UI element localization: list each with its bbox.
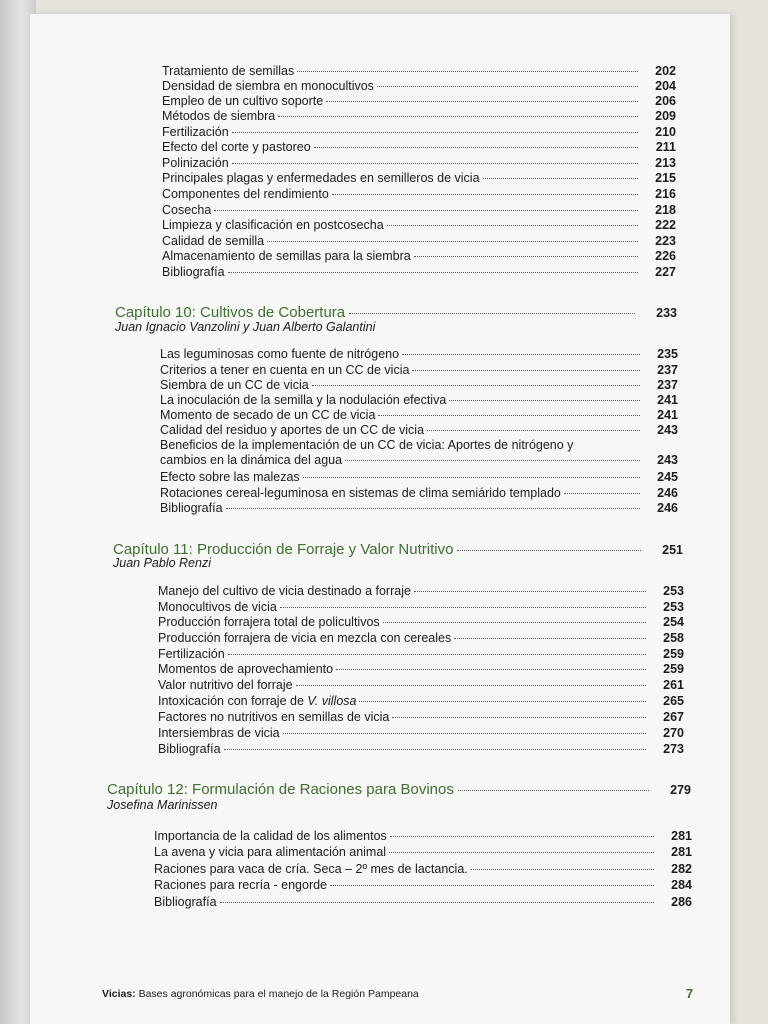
leader-dots: [345, 460, 640, 461]
entry-page: 218: [655, 203, 676, 217]
entry-label: [158, 694, 356, 709]
leader-dots: [332, 194, 638, 195]
leader-dots: [471, 869, 654, 870]
toc-entry[interactable]: [162, 94, 676, 109]
leader-dots: [296, 685, 646, 686]
entry-label: Producción forrajera de vicia en mezcla con cereales: [158, 631, 452, 645]
entry-label: Cosecha: [162, 203, 212, 217]
toc-entry[interactable]: [158, 742, 684, 757]
leader-dots: [303, 477, 640, 478]
toc-entry[interactable]: [160, 363, 678, 378]
entry-page: 246: [657, 501, 678, 515]
entry-label: Raciones para vaca de cría. Seca – 2º mes de lactancia.: [154, 862, 468, 876]
entry-label: Bibliografía: [158, 742, 221, 756]
toc-entry[interactable]: [158, 710, 684, 725]
entry-page: 273: [663, 742, 684, 756]
leader-dots: [226, 508, 640, 509]
leader-dots: [314, 147, 638, 148]
toc-entry[interactable]: [158, 694, 684, 709]
entry-page: 282: [671, 862, 692, 876]
entry-page: 226: [655, 249, 676, 263]
leader-dots: [359, 701, 646, 702]
entry-label: Empleo de un cultivo soporte: [162, 94, 324, 108]
toc-entry[interactable]: [158, 615, 684, 630]
entry-page: 254: [663, 615, 684, 629]
entry-label: Almacenamiento de semillas para la siembra: [162, 249, 411, 263]
entry-label-line1: Beneficios de la implementación de un CC de vicia: Aportes de nitrógeno y: [160, 438, 574, 452]
entry-label: Momento de secado de un CC de vicia: [160, 408, 376, 422]
entry-page: 258: [663, 631, 684, 645]
leader-dots: [457, 550, 641, 551]
leader-dots: [267, 241, 638, 242]
toc-entry[interactable]: [160, 347, 678, 362]
leader-dots: [330, 885, 654, 886]
chapter-title: Capítulo 10: Cultivos de Cobertura: [115, 304, 346, 321]
toc-entry[interactable]: [158, 662, 684, 677]
leader-dots: [336, 669, 646, 670]
entry-label: Factores no nutritivos en semillas de vicia: [158, 710, 390, 724]
entry-label: Tratamiento de semillas: [162, 64, 295, 78]
leader-dots: [220, 902, 654, 903]
entry-label: Calidad del residuo y aportes de un CC de vicia: [160, 423, 425, 437]
leader-dots: [297, 71, 638, 72]
leader-dots: [278, 116, 638, 117]
toc-entry[interactable]: [158, 631, 684, 646]
leader-dots: [224, 749, 646, 750]
entry-page: 227: [655, 265, 676, 279]
entry-label: Bibliografía: [160, 501, 223, 515]
leader-dots: [458, 790, 649, 791]
entry-page: 206: [655, 94, 676, 108]
chapter-authors: Josefina Marinissen: [107, 798, 218, 812]
entry-page: 259: [663, 647, 684, 661]
entry-page: 204: [655, 79, 676, 93]
chapter-page: 233: [656, 306, 677, 320]
entry-label: Bibliografía: [154, 895, 217, 909]
leader-dots: [312, 385, 640, 386]
leader-dots: [427, 430, 640, 431]
entry-page: 243: [657, 453, 678, 467]
leader-dots: [483, 178, 638, 179]
entry-label: Efecto del corte y pastoreo: [162, 140, 311, 154]
entry-page: 222: [655, 218, 676, 232]
entry-label: Importancia de la calidad de los alimentos: [154, 829, 387, 843]
entry-label-italic: V. villosa: [307, 694, 357, 708]
entry-page: 223: [655, 234, 676, 248]
leader-dots: [349, 313, 635, 314]
leader-dots: [449, 400, 640, 401]
entry-label: Criterios a tener en cuenta en un CC de vicia: [160, 363, 410, 377]
toc-entry[interactable]: [154, 862, 692, 877]
toc-entry[interactable]: [162, 218, 676, 233]
toc-entry[interactable]: [162, 234, 676, 249]
toc-entry[interactable]: [160, 470, 678, 485]
leader-dots: [326, 101, 638, 102]
toc-entry[interactable]: [162, 79, 676, 94]
entry-page: 281: [671, 845, 692, 859]
entry-label-plain: Intoxicación con forraje de: [158, 694, 308, 708]
chapter-title: Capítulo 12: Formulación de Raciones para Bovinos: [107, 781, 454, 798]
entry-page: 259: [663, 662, 684, 676]
entry-label: Fertilización: [162, 125, 229, 139]
entry-page: 267: [663, 710, 684, 724]
toc-entry[interactable]: [160, 486, 678, 501]
entry-page: 253: [663, 600, 684, 614]
entry-page: 237: [657, 363, 678, 377]
chapter-heading[interactable]: [107, 781, 691, 799]
leader-dots: [377, 86, 638, 87]
entry-label: Calidad de semilla: [162, 234, 265, 248]
leader-dots: [414, 591, 646, 592]
leader-dots: [402, 354, 640, 355]
entry-label: Limpieza y clasificación en postcosecha: [162, 218, 384, 232]
entry-page: 215: [655, 171, 676, 185]
toc-entry[interactable]: [162, 203, 676, 218]
entry-label: Valor nutritivo del forraje: [158, 678, 293, 692]
toc-entry[interactable]: [158, 647, 684, 662]
entry-label: Producción forrajera total de policultivos: [158, 615, 380, 629]
leader-dots: [389, 852, 654, 853]
entry-label: Fertilización: [158, 647, 225, 661]
entry-label: La inoculación de la semilla y la nodulación efectiva: [160, 393, 447, 407]
entry-page: 270: [663, 726, 684, 740]
entry-label: Bibliografía: [162, 265, 225, 279]
entry-label: Componentes del rendimiento: [162, 187, 329, 201]
toc-entry[interactable]: [154, 878, 692, 893]
entry-page: 237: [657, 378, 678, 392]
entry-page: 241: [657, 393, 678, 407]
toc-entry[interactable]: [160, 423, 678, 438]
entry-label: Las leguminosas como fuente de nitrógeno: [160, 347, 400, 361]
toc-entry[interactable]: [160, 501, 678, 516]
leader-dots: [414, 256, 638, 257]
leader-dots: [232, 132, 638, 133]
chapter-page: 279: [670, 783, 691, 797]
toc-entry[interactable]: [162, 64, 676, 79]
footer-book-title: Bases agronómicas para el manejo de la Región Pampeana: [135, 988, 419, 1000]
entry-page: 286: [671, 895, 692, 909]
leader-dots: [280, 607, 646, 608]
toc-entry[interactable]: [158, 600, 684, 615]
entry-page: 213: [655, 156, 676, 170]
entry-page: 284: [671, 878, 692, 892]
entry-label: Densidad de siembra en monocultivos: [162, 79, 374, 93]
entry-page: 253: [663, 584, 684, 598]
entry-page: 243: [657, 423, 678, 437]
leader-dots: [228, 272, 638, 273]
entry-label: Raciones para recría - engorde: [154, 878, 328, 892]
toc-entry[interactable]: [158, 726, 684, 741]
page-number: 7: [686, 986, 694, 1001]
leader-dots: [392, 717, 646, 718]
leader-dots: [454, 638, 646, 639]
entry-page: 235: [657, 347, 678, 361]
entry-label: Polinización: [162, 156, 229, 170]
chapter-page: 251: [662, 543, 683, 557]
entry-label: La avena y vicia para alimentación animal: [154, 845, 387, 859]
leader-dots: [564, 493, 640, 494]
chapter-authors: Juan Pablo Renzi: [113, 556, 211, 570]
toc-entry[interactable]: [162, 249, 676, 264]
leader-dots: [232, 163, 638, 164]
entry-label: Efecto sobre las malezas: [160, 470, 300, 484]
toc-entry[interactable]: [162, 156, 676, 171]
entry-page: 281: [671, 829, 692, 843]
entry-label: Intersiembras de vicia: [158, 726, 280, 740]
leader-dots: [387, 225, 638, 226]
chapter-authors: Juan Ignacio Vanzolini y Juan Alberto Galantini: [115, 320, 376, 334]
entry-page: 216: [655, 187, 676, 201]
chapter-title: Capítulo 11: Producción de Forraje y Valor Nutritivo: [113, 541, 454, 558]
toc-entry[interactable]: [160, 408, 678, 423]
entry-label: Momentos de aprovechamiento: [158, 662, 334, 676]
toc-entry[interactable]: [154, 829, 692, 844]
leader-dots: [390, 836, 654, 837]
entry-label: Siembra de un CC de vicia: [160, 378, 309, 392]
footer-book-title-bold: Vicias:: [102, 988, 136, 1000]
leader-dots: [283, 733, 646, 734]
toc-entry[interactable]: [162, 125, 676, 140]
toc-entry[interactable]: [162, 265, 676, 280]
entry-page: 202: [655, 64, 676, 78]
entry-page: 241: [657, 408, 678, 422]
entry-page: 246: [657, 486, 678, 500]
leader-dots: [214, 210, 638, 211]
entry-page: 209: [655, 109, 676, 123]
leader-dots: [228, 654, 646, 655]
toc-entry[interactable]: [162, 109, 676, 124]
entry-label: Rotaciones cereal-leguminosa en sistemas de clima semiárido templado: [160, 486, 561, 500]
entry-label: Métodos de siembra: [162, 109, 276, 123]
entry-page: 211: [655, 140, 676, 154]
toc-entry[interactable]: [160, 378, 678, 393]
entry-label: Manejo del cultivo de vicia destinado a forraje: [158, 584, 411, 598]
entry-page: 245: [657, 470, 678, 484]
toc-entry[interactable]: [158, 678, 684, 693]
running-footer: [102, 988, 419, 1000]
entry-page: 261: [663, 678, 684, 692]
toc-entry-multiline[interactable]: [160, 438, 678, 468]
toc-entry[interactable]: [154, 895, 692, 910]
entry-page: 210: [655, 125, 676, 139]
toc-entry[interactable]: [162, 140, 676, 155]
entry-label-line2: cambios en la dinámica del agua: [160, 453, 343, 467]
toc-entry[interactable]: [162, 171, 676, 186]
toc-entry[interactable]: [154, 845, 692, 860]
entry-page: 265: [663, 694, 684, 708]
leader-dots: [378, 415, 640, 416]
entry-label: Monocultivos de vicia: [158, 600, 277, 614]
leader-dots: [383, 622, 646, 623]
toc-entry[interactable]: [160, 393, 678, 408]
leader-dots: [412, 370, 640, 371]
toc-entry[interactable]: [158, 584, 684, 599]
entry-label: Principales plagas y enfermedades en semilleros de vicia: [162, 171, 480, 185]
toc-entry[interactable]: [162, 187, 676, 202]
